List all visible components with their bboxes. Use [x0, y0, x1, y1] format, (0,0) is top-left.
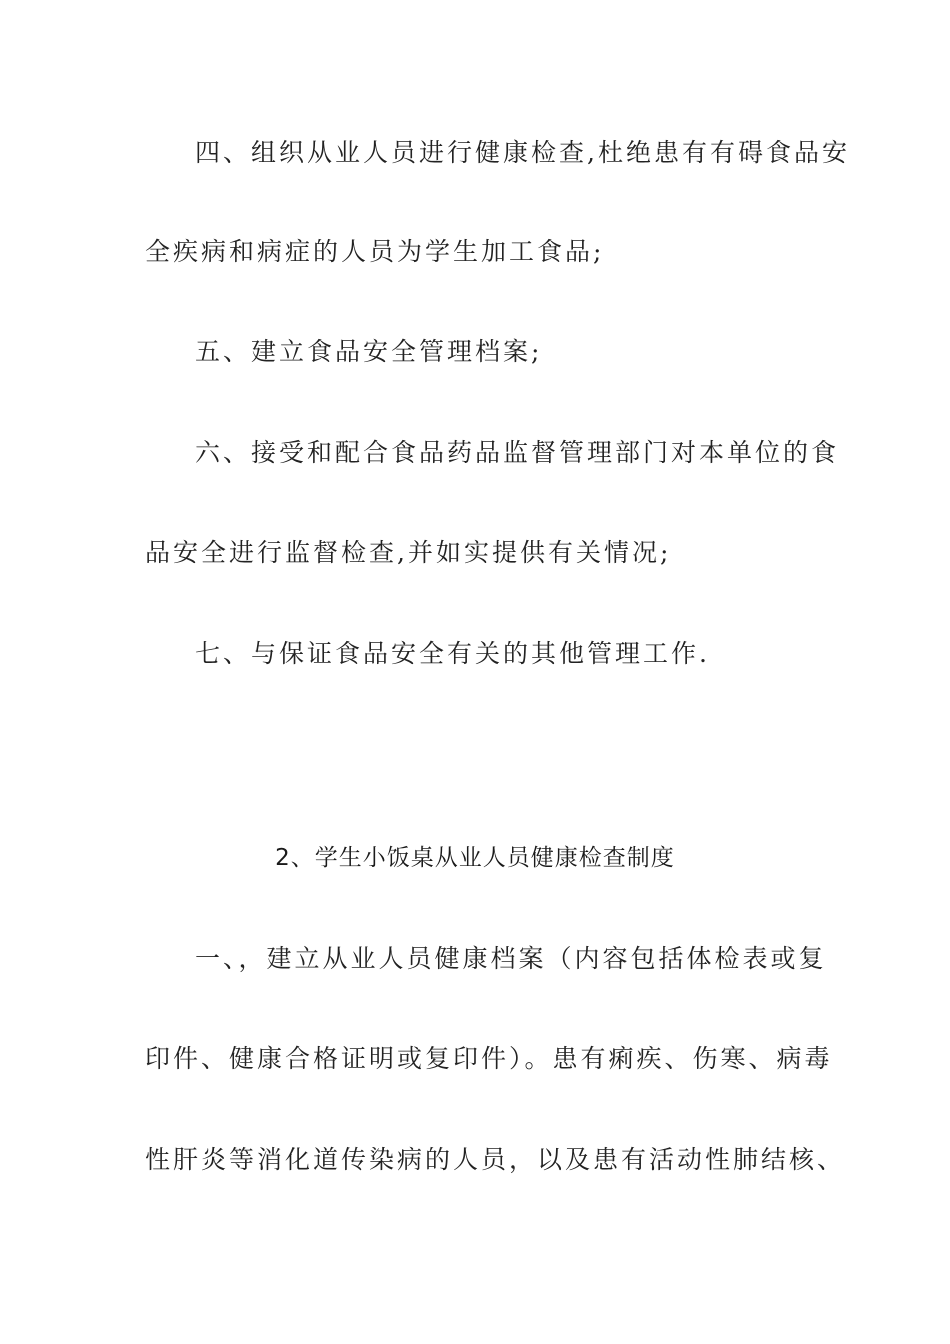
paragraph-line: 印件、健康合格证明或复印件）。患有痢疾、伤寒、病毒 — [145, 1044, 833, 1073]
paragraph-line: 品安全进行监督检查,并如实提供有关情况; — [145, 538, 672, 567]
section-heading: 2、学生小饭桌从业人员健康检查制度 — [275, 845, 675, 871]
paragraph-line: 六、接受和配合食品药品监督管理部门对本单位的食 — [195, 438, 840, 467]
paragraph-line: 一、，建立从业人员健康档案（内容包括体检表或复 — [195, 944, 827, 973]
paragraph-line: 五、建立食品安全管理档案; — [195, 337, 543, 366]
paragraph-line: 四、组织从业人员进行健康检查,杜绝患有有碍食品安 — [195, 138, 850, 167]
paragraph-line: 性肝炎等消化道传染病的人员，以及患有活动性肺结核、 — [145, 1145, 846, 1174]
paragraph-line: 七、与保证食品安全有关的其他管理工作. — [195, 639, 710, 668]
paragraph-line: 全疾病和病症的人员为学生加工食品; — [145, 237, 605, 266]
